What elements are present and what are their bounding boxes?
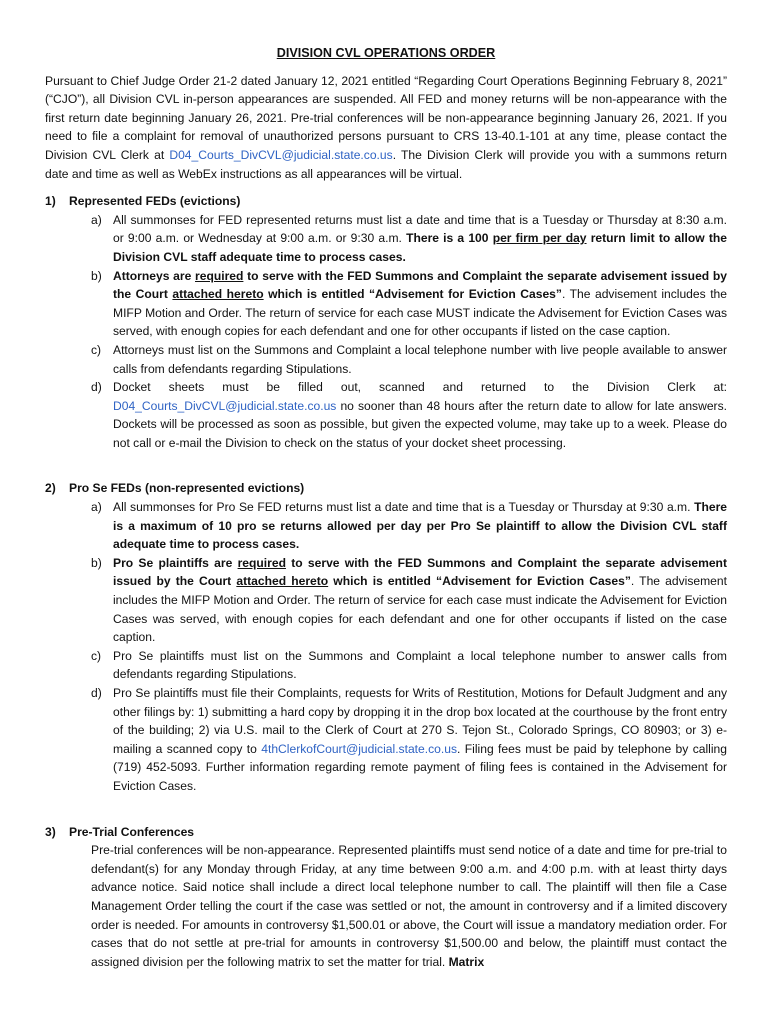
section-1-item-a	[45, 211, 727, 267]
item-bold-text: Pro Se plaintiffs are	[113, 555, 238, 570]
item-bold-text: return limit to allow the Division CVL staff adequate time to process cases.	[113, 231, 727, 264]
item-text: All summonses for FED represented returns must list a date and time that is a Tuesday or Thursday at 8:30 a.m. or 9:00 a.m. or Wednesday at 9:00 a.m. or 9:30 a.m.	[113, 212, 727, 246]
section-1-item-b	[45, 267, 727, 341]
section-2-title: Pro Se FEDs (non-represented evictions)	[69, 481, 305, 496]
section-1-number: 1)	[45, 194, 56, 209]
intro-paragraph	[45, 72, 727, 184]
item-text: All summonses for Pro Se FED returns must list a date and time that is a Tuesday or Thursday at 9:30 a.m.	[113, 500, 695, 515]
item-bold-text: to serve with the FED Summons and Complaint the separate advisement issued by the Court	[113, 555, 727, 589]
item-letter: a)	[91, 500, 102, 515]
document-page	[45, 44, 727, 971]
intro-text-2: . The Division Clerk will provide you with a summons return date and time as well as WebEx instructions as all appearances will be virtual.	[45, 147, 727, 181]
item-bold-text: There is a maximum of 10 pro se returns allowed per day per Pro Se plaintiff to allow the Division CVL staff adequate time to process cases.	[113, 500, 727, 552]
item-underlined-text: required	[195, 268, 244, 283]
item-letter: b)	[91, 555, 102, 570]
section-3-text: Pre-trial conferences will be non-appearance. Represented plaintiffs must send notice of a date and time for pre-trial to defendant(s) for any Monday through Friday, at any time between 9:00 a.m. and 4:00 p.m. with at least thirty days advance notice. Said notice shall include a direct local telephone number to call. The plaintiff will then file a Case Management Order telling the court if the case was settled or not, the amount in controversy and if a limited discovery order is needed. For amounts in controversy $1,500.01 or above, the Court will issue a mandatory mediation order. For cases that do not settle at pre-trial for amounts in controversy $1,500.00 and below, the plaintiff must contact the assigned division per the following matrix to set the matter for trial.	[91, 843, 727, 969]
item-text: Pro Se plaintiffs must file their Complaints, requests for Writs of Restitution, Motions for Default Judgment and any other filings by: 1) submitting a hard copy by dropping it in the drop box located at the courthouse by the front entry of the building; 2) via U.S. mail to the Clerk of Court at 270 S. Tejon St., Colorado Springs, CO 80903; or 3) e-mailing a scanned copy to	[113, 686, 727, 756]
document-title: DIVISION CVL OPERATIONS ORDER	[276, 46, 496, 60]
section-2-item-c	[45, 647, 727, 684]
item-letter: c)	[91, 648, 102, 663]
section-represented-feds	[45, 192, 727, 452]
section-2-item-a	[45, 498, 727, 554]
section-1-item-c	[45, 341, 727, 378]
section-1-title: Represented FEDs (evictions)	[69, 194, 241, 209]
clerk-of-court-email-link[interactable]: 4thClerkofCourt@judicial.state.co.us	[261, 741, 458, 756]
section-3-body	[45, 841, 727, 971]
item-text: Attorneys must list on the Summons and Complaint a local telephone number with live people available to answer calls from defendants regarding Stipulations.	[113, 342, 727, 376]
division-clerk-email-link[interactable]: D04_Courts_DivCVL@judicial.state.co.us	[169, 147, 393, 162]
item-text: . The advisement includes the MIFP Motion and Order. The return of service for each case MUST indicate the Advisement for Eviction Cases was served, with enough copies for each defendant and one for other occupants if listed on the case caption.	[113, 287, 728, 339]
item-text: Docket sheets must be filled out, scanned and returned to the Division Clerk at:	[113, 380, 727, 395]
item-letter: b)	[91, 268, 102, 283]
section-2-item-b	[45, 554, 727, 647]
item-letter: a)	[91, 212, 102, 227]
item-underlined-text: attached hereto	[172, 287, 264, 302]
item-bold-text: to serve with the FED Summons and Complaint the separate advisement issued by the Court	[113, 268, 727, 302]
section-1-item-d	[45, 378, 727, 452]
section-3-bold-text: Matrix	[448, 954, 485, 969]
item-letter: d)	[91, 686, 102, 700]
item-text: . Filing fees must be paid by telephone by calling (719) 452-5093. Further information regarding remote payment of filing fees is contained in the Advisement for Eviction Cases.	[113, 741, 727, 793]
section-pro-se-feds	[45, 479, 727, 795]
item-letter: d)	[91, 380, 102, 395]
item-text: Pro Se plaintiffs must list on the Summons and Complaint a local telephone number to answer calls from defendants regarding Stipulations.	[113, 648, 727, 682]
section-1-heading	[45, 192, 727, 211]
item-underlined-text: per firm per day	[492, 231, 587, 246]
item-text: no sooner than 48 hours after the return date to allow for late answers. Dockets will be processed as soon as possible, but given the expected volume, may take up to a week. Please do not call or e-mail the Division to check on the status of your docket sheet processing.	[113, 398, 727, 450]
docket-email-link[interactable]: D04_Courts_DivCVL@judicial.state.co.us	[113, 398, 337, 413]
item-underlined-text: attached hereto	[236, 574, 329, 589]
item-bold-text: which is entitled “Advisement for Eviction Cases”	[263, 287, 562, 302]
section-2-number: 2)	[45, 481, 56, 496]
section-3-title: Pre-Trial Conferences	[69, 824, 195, 839]
item-text: . The advisement includes the MIFP Motion and Order. The return of service for each case must indicate the Advisement for Eviction Cases was served, with enough copies for each defendant and one for other occupants if listed on the case caption.	[113, 574, 727, 645]
item-letter: c)	[91, 342, 102, 357]
section-3-heading	[45, 823, 727, 842]
item-bold-text: Attorneys are	[113, 268, 196, 283]
section-3-number: 3)	[45, 824, 56, 839]
item-bold-text: which is entitled “Advisement for Eviction Cases”	[328, 574, 631, 589]
section-2-heading	[45, 479, 727, 498]
item-underlined-text: required	[237, 555, 286, 570]
section-pre-trial-conferences	[45, 823, 727, 972]
section-2-item-d	[45, 684, 727, 796]
item-bold-text: There is a 100	[406, 231, 493, 246]
intro-text-1: Pursuant to Chief Judge Order 21-2 dated January 12, 2021 entitled “Regarding Court Operations Beginning February 8, 2021” (“CJO”), all Division CVL in-person appearances are suspended. All FED and money returns will be non-appearance with the first return date beginning January 26, 2021. Pre-trial conferences will be non-appearance beginning January 26, 2021. If you need to file a complaint for removal of unauthorized persons pursuant to CRS 13-40.1-101 at any time, please contact the Division CVL Clerk at	[45, 73, 727, 162]
